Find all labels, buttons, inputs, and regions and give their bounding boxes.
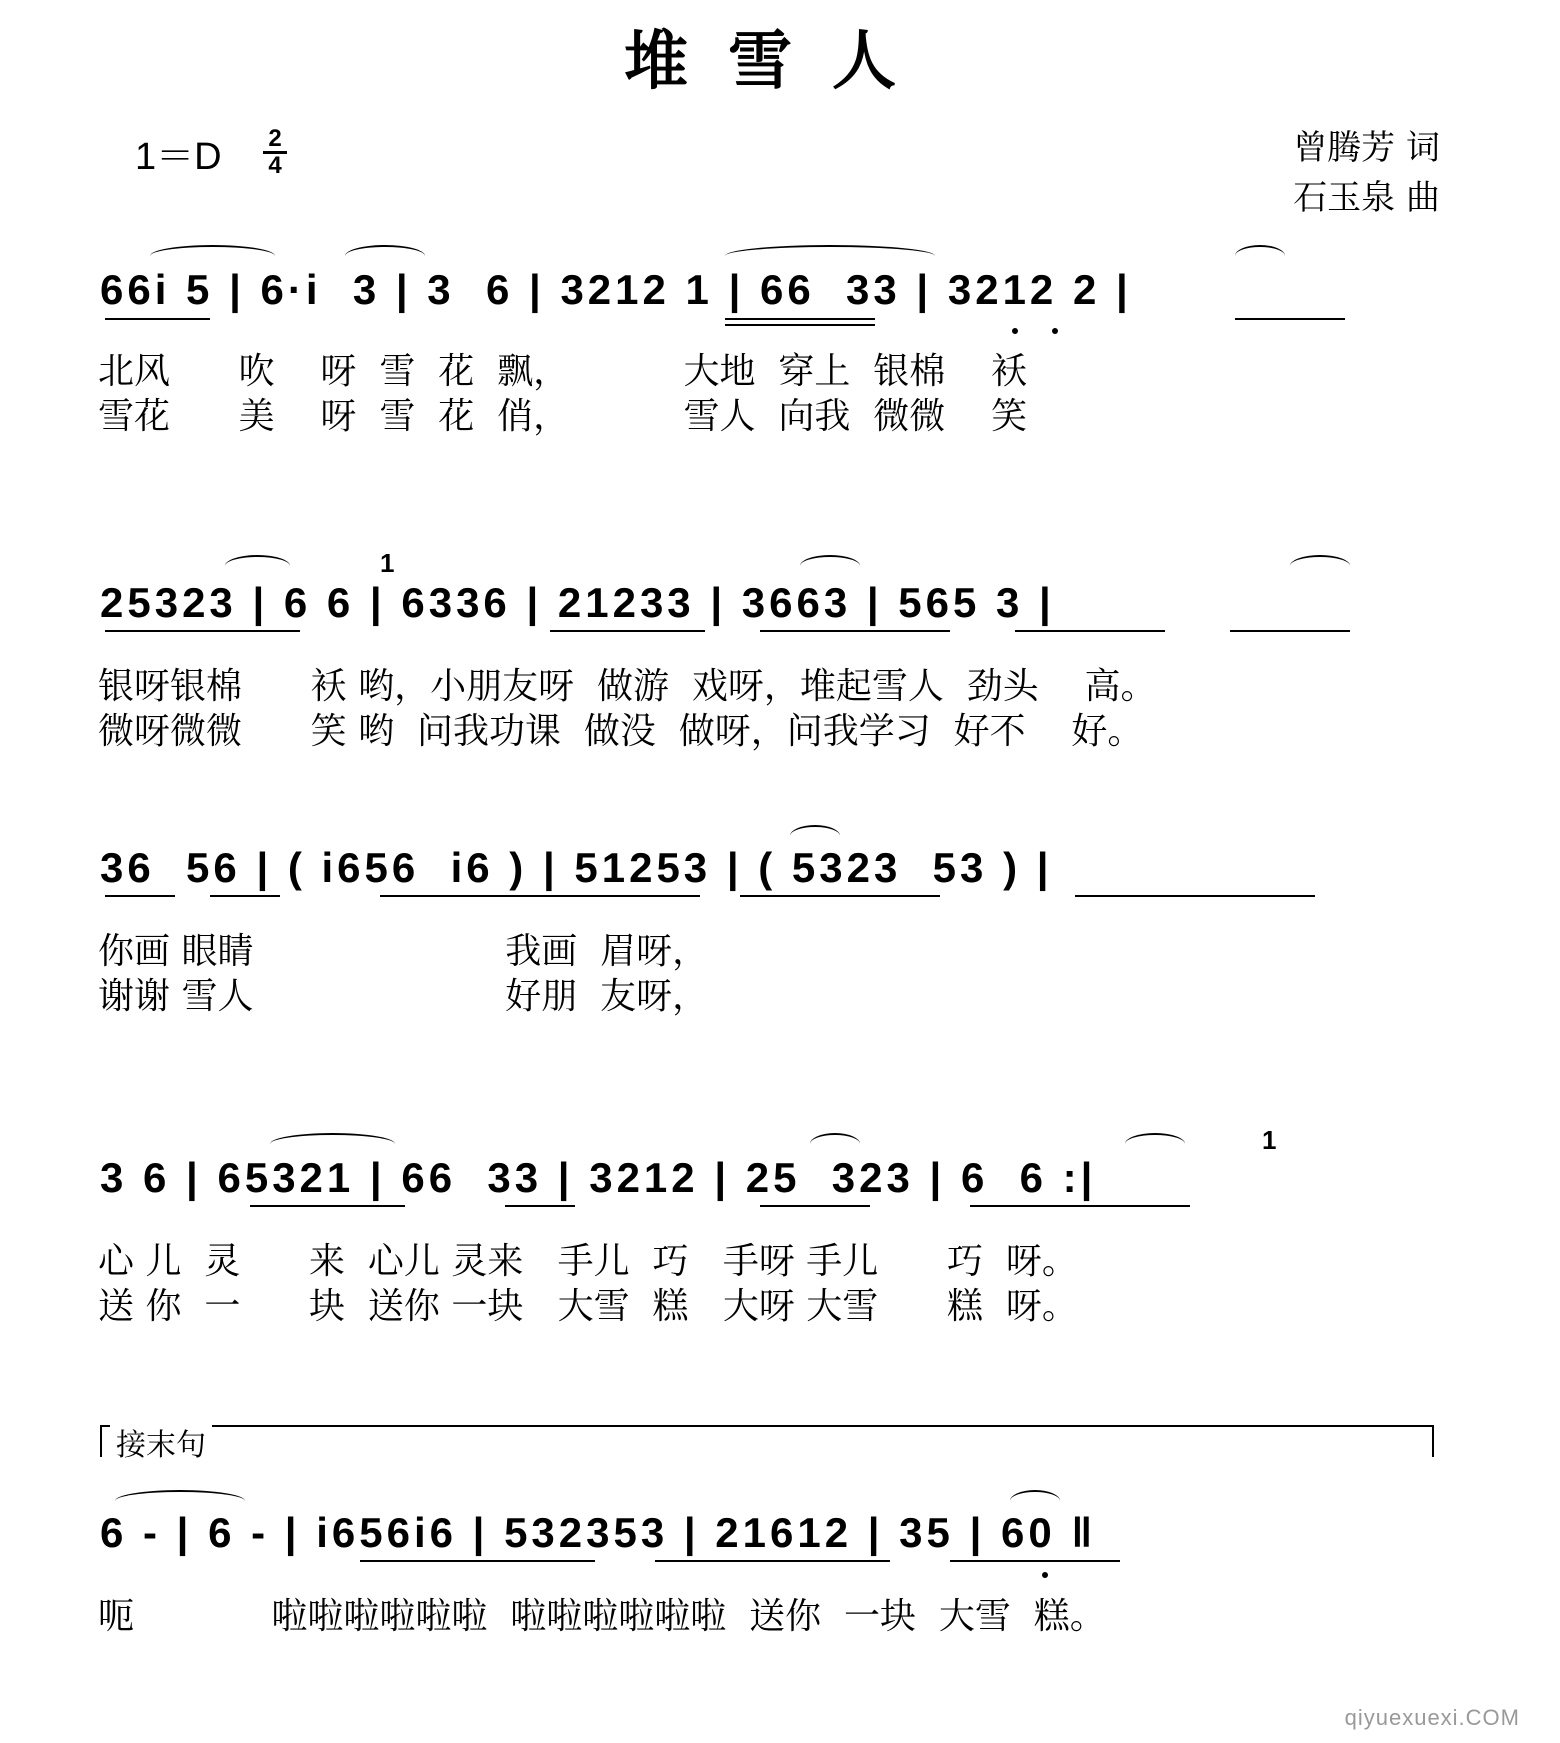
lyrics-line-2-verse-1: 银呀银棉 袄 哟，小朋友呀 做游 戏呀，堆起雪人 劲头 高。 xyxy=(98,666,1157,707)
lyrics-line-5: 呃 啦啦啦啦啦啦 啦啦啦啦啦啦 送你 一块 大雪 糕。 xyxy=(98,1596,1106,1637)
slur xyxy=(725,245,935,267)
notation-line-5: 6 - | 6 - | i656i6 | 532353 | 21612 | 35 | 60 ‖ xyxy=(100,1509,1097,1556)
lyrics-line-4-verse-1: 心 儿 灵 来 心儿 灵来 手儿 巧 手呀 手儿 巧 呀。 xyxy=(98,1241,1078,1282)
beam-underline xyxy=(380,895,700,897)
slur xyxy=(150,245,275,267)
beam-underline xyxy=(1015,630,1165,632)
slur xyxy=(1290,555,1350,577)
notation-line-3: 36 56 | ( i656 i6 ) | 51253 | ( 5323 53 ) | xyxy=(100,844,1053,891)
slur xyxy=(225,555,290,577)
time-signature xyxy=(263,125,287,179)
slur xyxy=(790,825,840,847)
beam-underline xyxy=(970,1205,1190,1207)
lyrics-line-3-verse-2: 谢谢 雪人 好朋 友呀， xyxy=(98,976,709,1017)
lyrics-line-1-verse-1: 北风 吹 呀 雪 花 飘， 大地 穿上 银棉 袄 xyxy=(98,351,1028,392)
lower-octave-dot xyxy=(1052,328,1058,334)
slur xyxy=(1125,1133,1185,1155)
slur xyxy=(345,245,425,267)
beam-underline xyxy=(725,318,875,320)
volta-number: 1 xyxy=(380,548,395,578)
beam-underline xyxy=(725,324,875,326)
lyricist-credit: 曾腾芳 词 xyxy=(1293,128,1440,168)
lyrics-line-4-verse-2: 送 你 一 块 送你 一块 大雪 糕 大呀 大雪 糕 呀。 xyxy=(98,1286,1078,1327)
lyrics-line-2-verse-2: 微呀微微 笑 哟 问我功课 做没 做呀，问我学习 好不 好。 xyxy=(98,711,1144,752)
lyrics-line-1-verse-2: 雪花 美 呀 雪 花 俏， 雪人 向我 微微 笑 xyxy=(98,396,1028,437)
beam-underline xyxy=(655,1560,890,1562)
beam-underline xyxy=(1075,895,1315,897)
slur xyxy=(810,1133,860,1155)
beam-underline xyxy=(740,895,940,897)
slur xyxy=(270,1133,395,1155)
beam-underline xyxy=(105,318,210,320)
notation-line-2: 25323 | 6 6 | 6336 | 21233 | 3663 | 565 3 | xyxy=(100,579,1055,626)
slur xyxy=(1010,1490,1060,1512)
lower-octave-dot xyxy=(1042,1572,1048,1578)
beam-underline xyxy=(105,630,300,632)
meter-top: 2 xyxy=(268,125,282,152)
ending-bracket xyxy=(100,1425,1434,1457)
beam-underline xyxy=(1230,630,1350,632)
volta-number: 1 xyxy=(1262,1125,1277,1155)
beam-underline xyxy=(250,1205,405,1207)
key-signature: 1＝D xyxy=(135,136,222,178)
beam-underline xyxy=(950,1560,1120,1562)
lyrics-line-3-verse-1: 你画 眼睛 我画 眉呀， xyxy=(98,931,709,972)
slur xyxy=(115,1490,245,1512)
watermark: qiyuexuexi.COM xyxy=(1344,1705,1520,1730)
beam-underline xyxy=(105,895,175,897)
beam-underline xyxy=(1235,318,1345,320)
slur xyxy=(1235,245,1285,267)
slur xyxy=(800,555,860,577)
ending-bracket-label: 接末句 xyxy=(110,1420,212,1464)
notation-line-4: 3 6 | 65321 | 66 33 | 3212 | 25 323 | 6 6 :| xyxy=(100,1154,1097,1201)
beam-underline xyxy=(210,895,280,897)
beam-underline xyxy=(360,1560,595,1562)
beam-underline xyxy=(760,1205,870,1207)
beam-underline xyxy=(550,630,705,632)
beam-underline xyxy=(505,1205,575,1207)
composer-credit: 石玉泉 曲 xyxy=(1293,178,1440,218)
beam-underline xyxy=(760,630,950,632)
page-title: 堆雪人 xyxy=(624,24,936,99)
lower-octave-dot xyxy=(1012,328,1018,334)
notation-line-1: 66i 5 | 6·i 3 | 3 6 | 3212 1 | 66 33 | 3212 2 | xyxy=(100,266,1132,313)
meter-bottom: 4 xyxy=(268,152,282,179)
